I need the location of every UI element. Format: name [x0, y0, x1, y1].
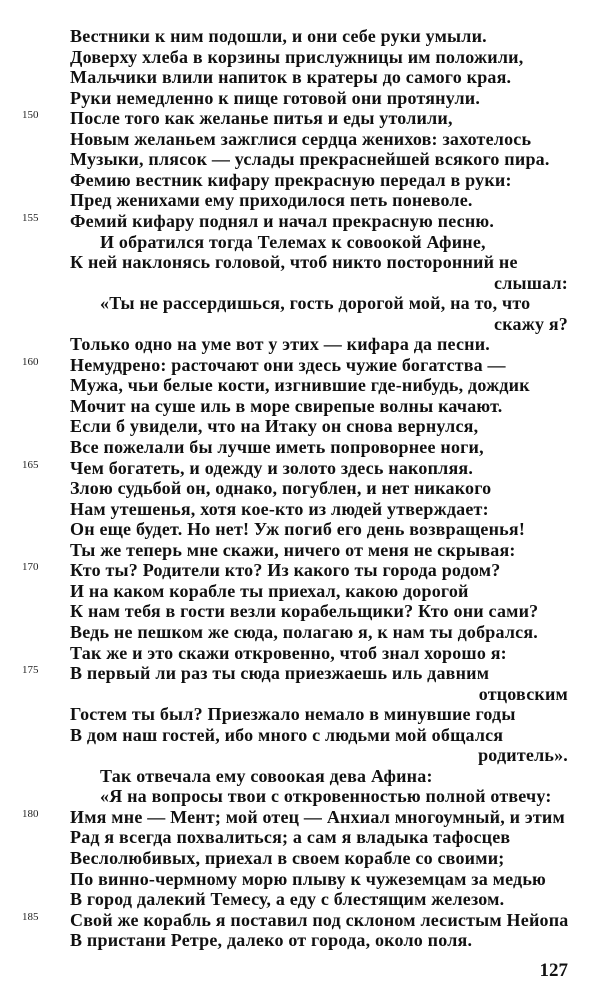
- line-number: 165: [22, 458, 39, 471]
- verse-line: Ведь не пешком же сюда, полагаю я, к нам ты добрался.: [70, 621, 538, 642]
- verse-line: Фемию вестник кифару прекрасную передал в руки:: [70, 169, 512, 190]
- verse-line: В город далекий Темесу, а еду с блестящим железом.: [70, 889, 505, 910]
- verse-line: Ты же теперь мне скажи, ничего от меня не скрывая:: [70, 539, 516, 560]
- verse-line: Мужа, чьи белые кости, изгнившие где-нибудь, дождик: [70, 375, 530, 396]
- verse-line: Злою судьбой он, однако, погублен, и нет никакого: [70, 478, 492, 499]
- line-number: 170: [22, 561, 39, 574]
- verse-line: Вестники к ним подошли, и они себе руки умыли.: [70, 26, 487, 46]
- verse-line: И на каком корабле ты приехал, какою дорогой: [70, 580, 469, 601]
- verse-line: Руки немедленно к пище готовой они протянули.: [70, 87, 481, 108]
- line-number: 175: [22, 664, 39, 677]
- verse-line: Пред женихами ему приходилося петь поневоле.: [70, 190, 473, 211]
- verse-line: После того как желанье питья и еды утолили,: [70, 108, 453, 129]
- verse-line: Гостем ты был? Приезжало немало в минувшие годы: [70, 704, 516, 725]
- verse-line: Нам утешенья, хотя кое-кто из людей утверждает:: [70, 498, 489, 519]
- verse-line: В пристани Ретре, далеко от города, около поля.: [70, 930, 473, 951]
- verse-line: Свой же корабль я поставил под склоном лесистым Нейопа: [70, 909, 569, 930]
- verse-line: Фемий кифару поднял и начал прекрасную песню.: [70, 210, 495, 231]
- verse-line-runover: отцовским: [478, 683, 568, 704]
- line-number: 160: [22, 355, 39, 368]
- verse-line: К нам тебя в гости везли корабельщики? Кто они сами?: [70, 601, 539, 622]
- verse-line-runover: слышал:: [494, 272, 568, 293]
- verse-line: Кто ты? Родители кто? Из какого ты города родом?: [70, 560, 501, 581]
- verse-line: И обратился тогда Телемах к совоокой Афине,: [100, 231, 486, 252]
- verse-line: Чем богатеть, и одежду и золото здесь накопляя.: [70, 457, 474, 478]
- verse-line: Имя мне — Мент; мой отец — Анхиал многоумный, и этим: [70, 806, 565, 827]
- verse-line: Рад я всегда похвалиться; а сам я владыка тафосцев: [70, 827, 511, 848]
- verse-line: По винно-чермному морю плыву к чужеземцам за медью: [70, 868, 547, 889]
- verse-line: Так отвечала ему совоокая дева Афина:: [100, 765, 433, 786]
- verse-line-runover: скажу я?: [494, 313, 568, 334]
- verse-line: Доверху хлеба в корзины прислужницы им положили,: [70, 46, 524, 67]
- verse-line: Мочит на суше иль в море свирепые волны качают.: [70, 395, 503, 416]
- line-number: 185: [22, 910, 39, 923]
- verse-line: Немудрено: расточают они здесь чужие богатства —: [70, 354, 506, 375]
- verse-line: Так же и это скажи откровенно, чтоб знал хорошо я:: [70, 642, 507, 663]
- verse-line: Мальчики влили напиток в кратеры до самого края.: [70, 67, 512, 88]
- verse-line: «Я на вопросы твои с откровенностью полной отвечу:: [100, 786, 552, 807]
- line-number: 150: [22, 109, 39, 122]
- verse-line-runover: родитель».: [478, 745, 568, 766]
- page-number: 127: [539, 960, 568, 981]
- verse-line: Музыки, плясок — услады прекраснейшей всякого пира.: [70, 149, 550, 170]
- verse-line: Только одно на уме вот у этих — кифара да песни.: [70, 334, 490, 355]
- verse-line: В дом наш гостей, ибо много с людьми мой общался: [70, 724, 504, 745]
- verse-line: Все пожелали бы лучше иметь попроворнее ноги,: [70, 437, 484, 457]
- verse-line: К ней наклонясь головой, чтоб никто посторонний не: [70, 252, 518, 273]
- verse-line: Новым желаньем зажглися сердца женихов: захотелось: [70, 128, 532, 149]
- verse-line: Если б увидели, что на Итаку он снова вернулся,: [70, 416, 479, 437]
- line-number: 180: [22, 807, 39, 820]
- verse-line: Он еще будет. Но нет! Уж погиб его день возвращенья!: [70, 519, 526, 540]
- verse-line: В первый ли раз ты сюда приезжаешь иль давним: [70, 663, 490, 684]
- verse-line: Веслолюбивых, приехал в своем корабле со своими;: [70, 848, 505, 868]
- line-number: 155: [22, 211, 39, 224]
- verse-line: «Ты не рассердишься, гость дорогой мой, на то, что: [100, 293, 531, 314]
